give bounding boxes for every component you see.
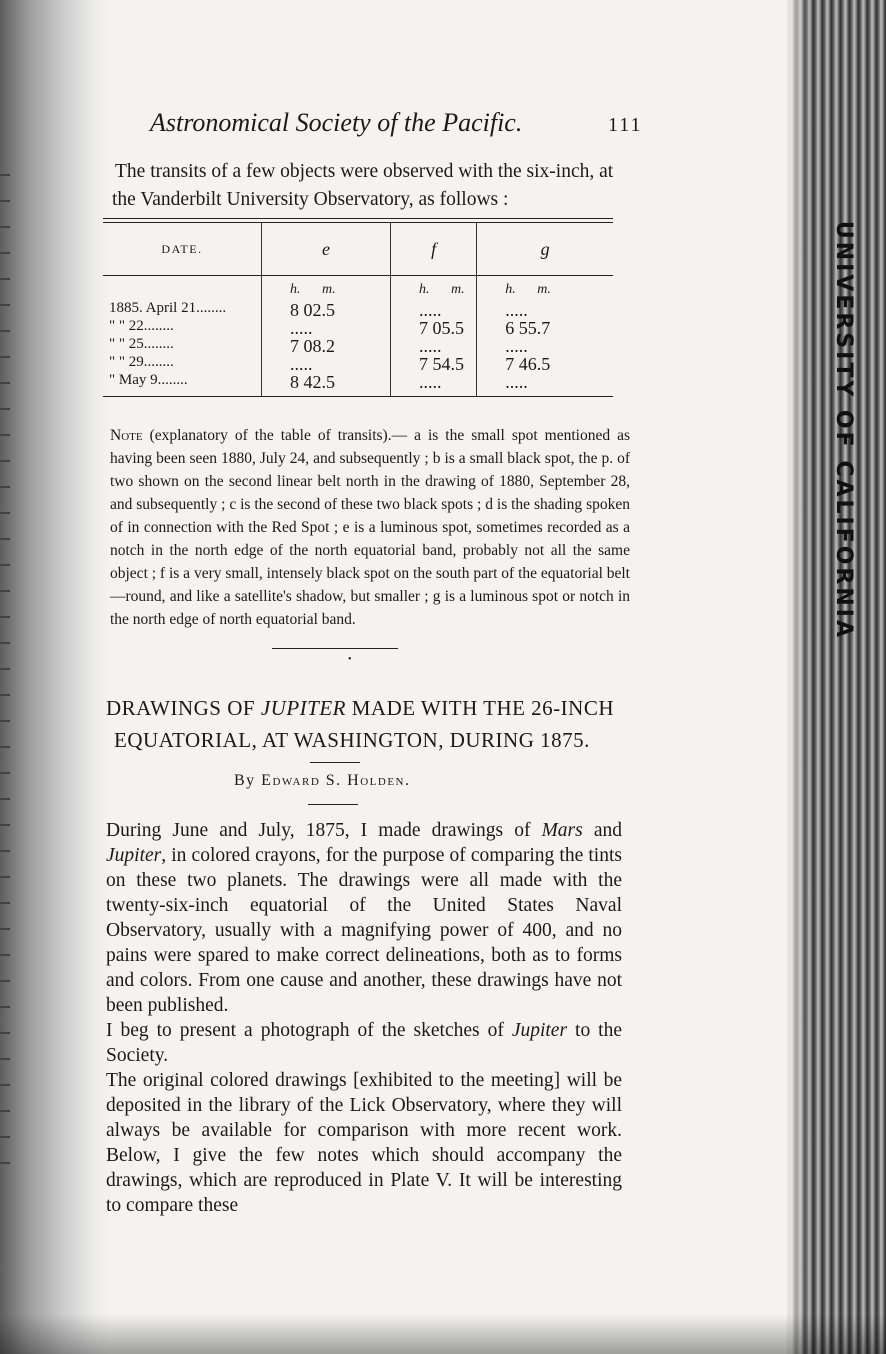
date-cell: 1885. April 21........ [109,300,227,316]
article-title [106,692,636,756]
f-cell: ..... [419,300,442,320]
g-column [477,276,613,396]
g-cell: ..... [505,372,528,392]
paragraph: During June and July, 1875, I made drawings of Mars and Jupiter, in colored crayons, for the purpose of comparing the tints on these two planets. The drawings were all made with the twenty-six-inch equatorial of the United States Naval Observatory, usually with a magnifying power of 400, and no pains were spared to make correct delineations, both as to forms and colors. From one cause and another, these drawings have not been published. [106,820,622,1016]
column-header-f: f [391,223,477,276]
f-cell: ..... [419,372,442,392]
e-cell: 8 42.5 [290,372,335,392]
title-line-2: EQUATORIAL, AT WASHINGTON, DURING 1875. [114,728,590,752]
page-number: 111 [608,114,643,136]
spine-stamp: UNIVERSITY OF CALIFORNIA [831,220,856,640]
g-cell: 7 46.5 [505,354,551,374]
paragraph: The original colored drawings [exhibited to the meeting] will be deposited in the library of the Lick Observatory, where they will always be available for comparison with more recent work. Below, I give the few notes which should accompany the drawings, which are reproduced in Plate V. It will be interesting to compare these [106,1070,622,1216]
g-cell: ..... [505,300,528,320]
date-cell: " " 29........ [109,354,174,370]
e-cell: 7 08.2 [290,336,335,356]
e-cell: ..... [290,318,313,338]
e-column [262,276,391,396]
divider-dot: • [348,654,352,665]
paragraph: I beg to present a photograph of the sketches of Jupiter to the Society. [106,1020,623,1066]
running-head: Astronomical Society of the Pacific. [150,108,523,137]
table-bottom-rule [103,396,613,397]
byline-rule [308,804,358,805]
unit-label: h. m. [419,282,465,297]
title-text: DRAWINGS OF [106,696,261,720]
transits-table [103,218,613,397]
section-divider [272,648,398,649]
article-body [106,818,622,1218]
unit-label: h. m. [290,282,336,297]
title-text: MADE WITH THE 26-INCH [345,696,615,720]
e-cell: 8 02.5 [290,300,335,320]
column-header-e: e [262,223,391,276]
f-cell: 7 54.5 [419,354,465,374]
note-text: (explanatory of the table of transits).— a is the small spot mentioned as having been seen 1880, July 24, and subsequently ; b is a small black spot, the p. of two shown on the second linear belt north in the drawing of 1880, September 28, and subsequently ; c is the second of these two black spots ; d is the shading spoken of in connection with the Red Spot ; e is a luminous spot, sometimes recorded as a notch in the north edge of the north equatorial band, probably not all the same object ; f is a very small, intensely black spot on the south part of the equatorial belt—round, and like a satellite's shadow, but smaller ; g is a luminous spot or notch in the north edge of north equatorial band. [110,427,630,628]
f-cell: 7 05.5 [419,318,465,338]
date-column [103,276,262,396]
unit-label: h. m. [505,282,551,297]
author-name: Edward S. Holden. [261,772,411,789]
byline [234,772,411,790]
note-lead: Note [110,427,143,444]
intro-paragraph: The transits of a few objects were observed with the six-inch, at the Vanderbilt University Observatory, as follows : [112,161,614,210]
title-rule [310,762,360,763]
column-header-date: DATE. [161,241,203,256]
f-column [391,276,477,396]
column-header-g: g [477,223,613,276]
g-cell: 6 55.7 [505,318,551,338]
byline-prefix: By [234,772,262,789]
date-cell: " May 9........ [109,372,188,388]
e-cell: ..... [290,354,313,374]
title-italic: JUPITER [260,696,346,720]
date-cell: " " 25........ [109,336,174,352]
f-cell: ..... [419,336,442,356]
date-cell: " " 22........ [109,318,174,334]
g-cell: ..... [505,336,528,356]
table-note [110,424,630,631]
